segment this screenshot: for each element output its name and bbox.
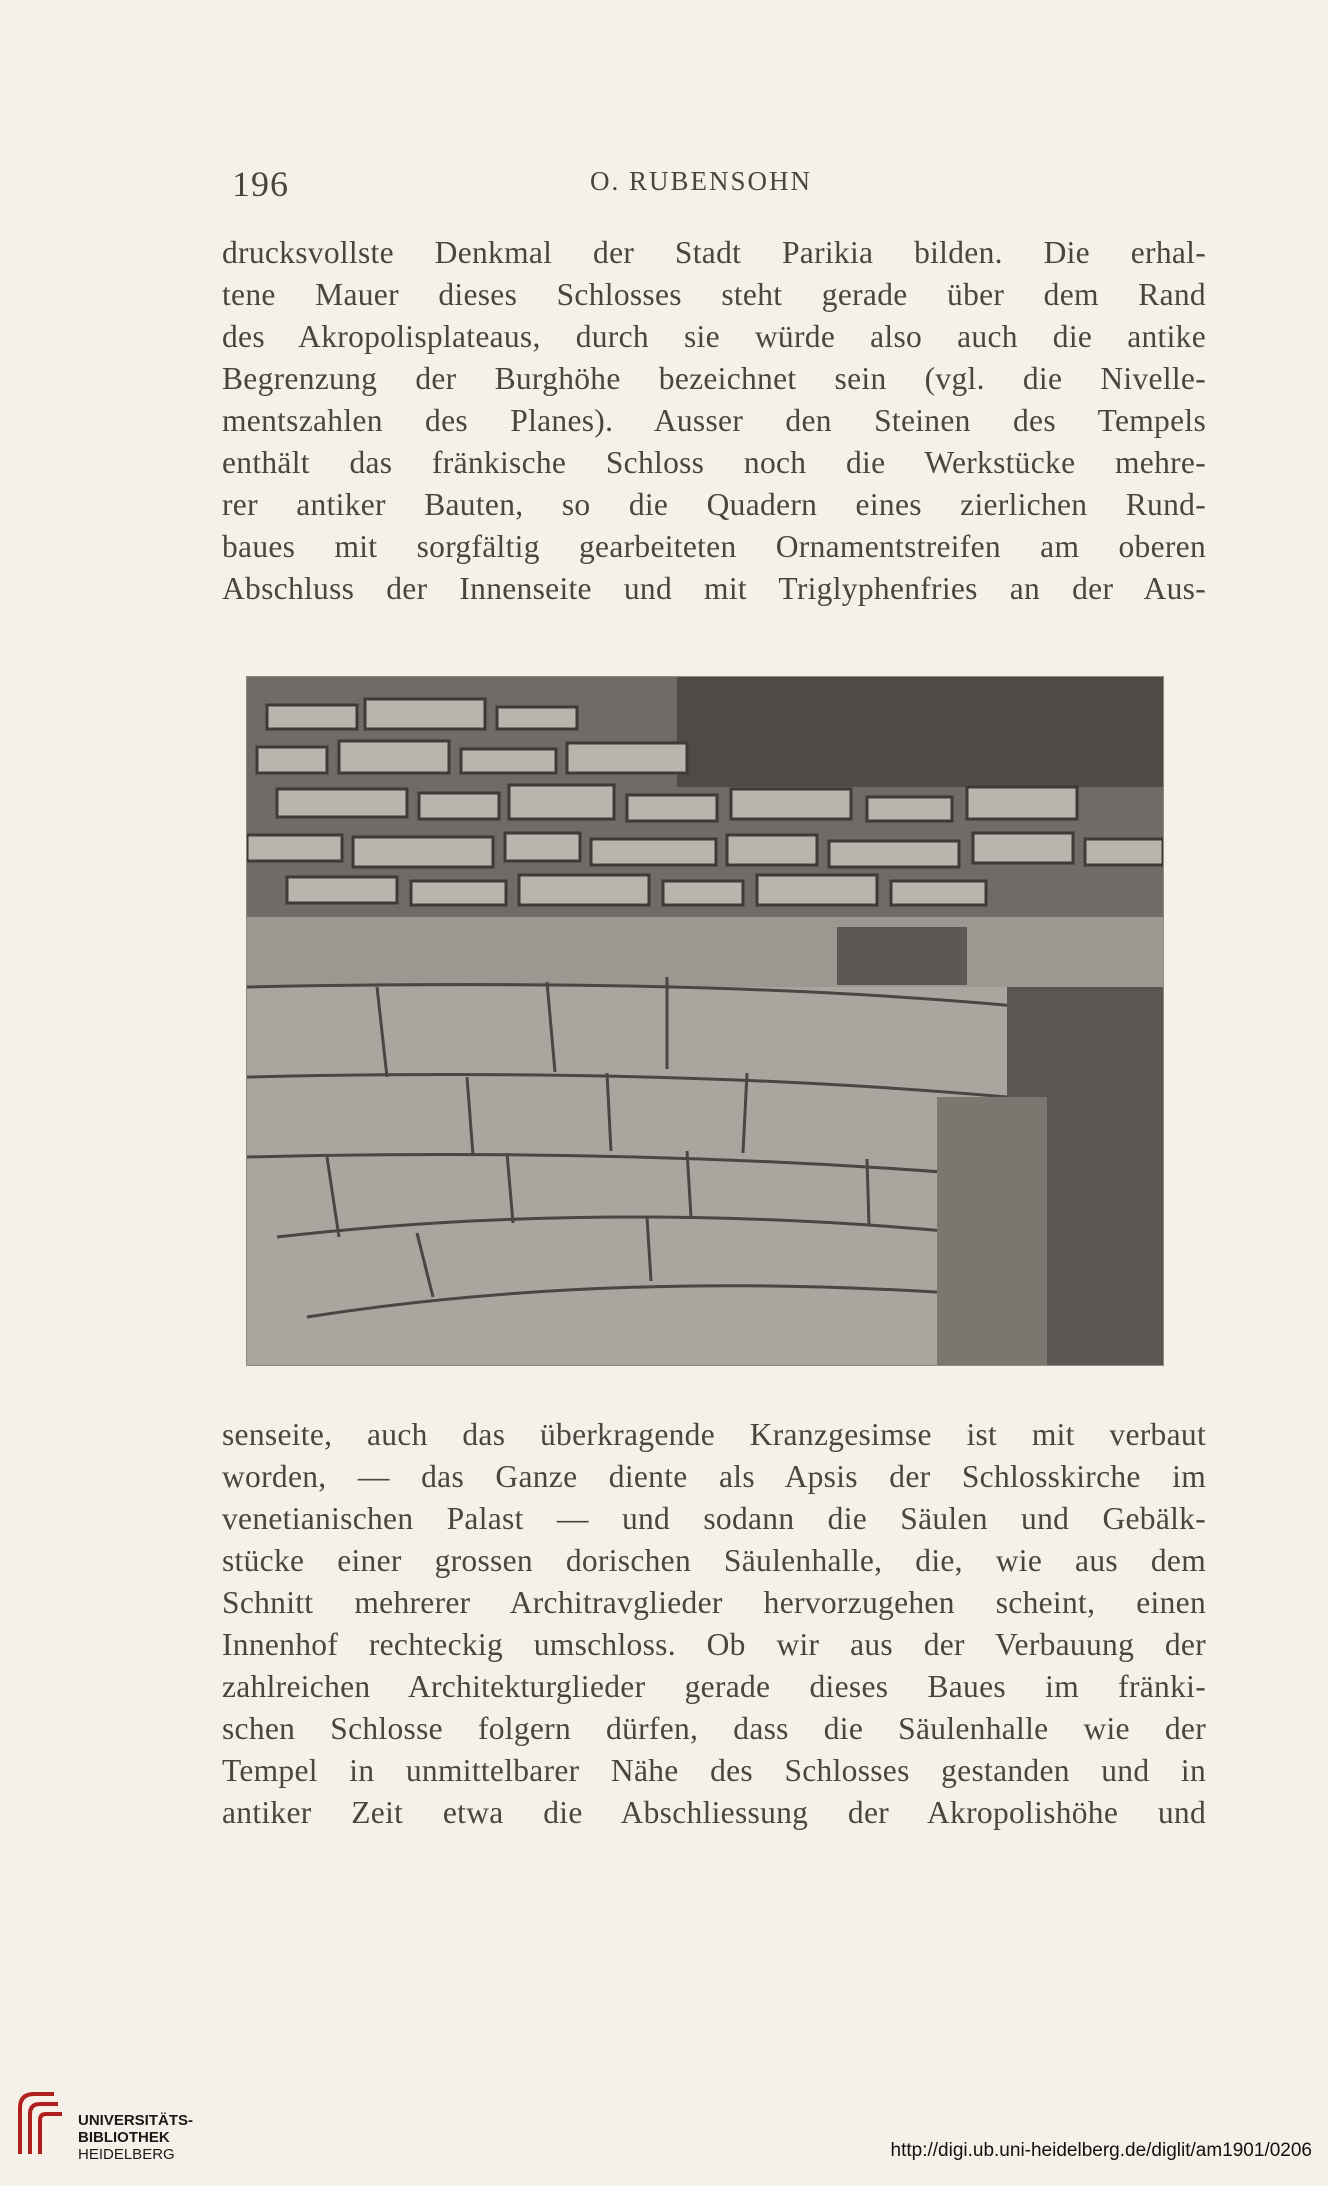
- text-line: venetianischen Palast — und sodann die Säulen und Gebälk-: [222, 1501, 1206, 1536]
- library-name-line: BIBLIOTHEK: [78, 2129, 170, 2146]
- text-line: antiker Zeit etwa die Abschliessung der Akropolishöhe und: [222, 1795, 1206, 1830]
- page-number: 196: [232, 164, 289, 204]
- text-line: Innenhof rechteckig umschloss. Ob wir aus der Verbauung der: [222, 1627, 1206, 1662]
- text-line: senseite, auch das überkragende Kranzgesimse ist mit verbaut: [222, 1417, 1206, 1452]
- text-line: baues mit sorgfältig gearbeiteten Ornamentstreifen am oberen: [222, 529, 1206, 564]
- library-name-line: HEIDELBERG: [78, 2146, 175, 2163]
- text-line: Begrenzung der Burghöhe bezeichnet sein (vgl. die Nivelle-: [222, 361, 1206, 396]
- apse-wall-photo: [247, 677, 1163, 1365]
- text-line: Abschluss der Innenseite und mit Triglyphenfries an der Aus-: [222, 571, 1206, 606]
- figure-photograph: [246, 676, 1164, 1366]
- library-name-line: UNIVERSITÄTS-: [78, 2112, 194, 2129]
- text-line: stücke einer grossen dorischen Säulenhalle, die, wie aus dem: [222, 1543, 1206, 1578]
- text-line: tene Mauer dieses Schlosses steht gerade über dem Rand: [222, 277, 1206, 312]
- text-line: des Akropolisplateaus, durch sie würde also auch die antike: [222, 319, 1206, 354]
- text-line: Tempel in unmittelbarer Nähe des Schlosses gestanden und in: [222, 1753, 1206, 1788]
- text-line: drucksvollste Denkmal der Stadt Parikia bilden. Die erhal-: [222, 235, 1206, 270]
- text-line: Schnitt mehrerer Architravglieder hervorzugehen scheint, einen: [222, 1585, 1206, 1620]
- text-line: rer antiker Bauten, so die Quadern eines zierlichen Rund-: [222, 487, 1206, 522]
- source-url[interactable]: http://digi.ub.uni-heidelberg.de/diglit/am1901/0206: [890, 2140, 1312, 2161]
- library-logo-icon: [14, 2088, 70, 2158]
- text-line: schen Schlosse folgern dürfen, dass die Säulenhalle wie der: [222, 1711, 1206, 1746]
- text-line: worden, — das Ganze diente als Apsis der Schlosskirche im: [222, 1459, 1206, 1494]
- running-head: O. RUBENSOHN: [590, 166, 813, 196]
- body-paragraph-top: [222, 232, 1206, 610]
- library-name: [78, 2112, 193, 2163]
- text-line: enthält das fränkische Schloss noch die Werkstücke mehre-: [222, 445, 1206, 480]
- text-line: zahlreichen Architekturglieder gerade dieses Baues im fränki-: [222, 1669, 1206, 1704]
- text-line: mentszahlen des Planes). Ausser den Steinen des Tempels: [222, 403, 1206, 438]
- body-paragraph-bottom: [222, 1414, 1206, 1834]
